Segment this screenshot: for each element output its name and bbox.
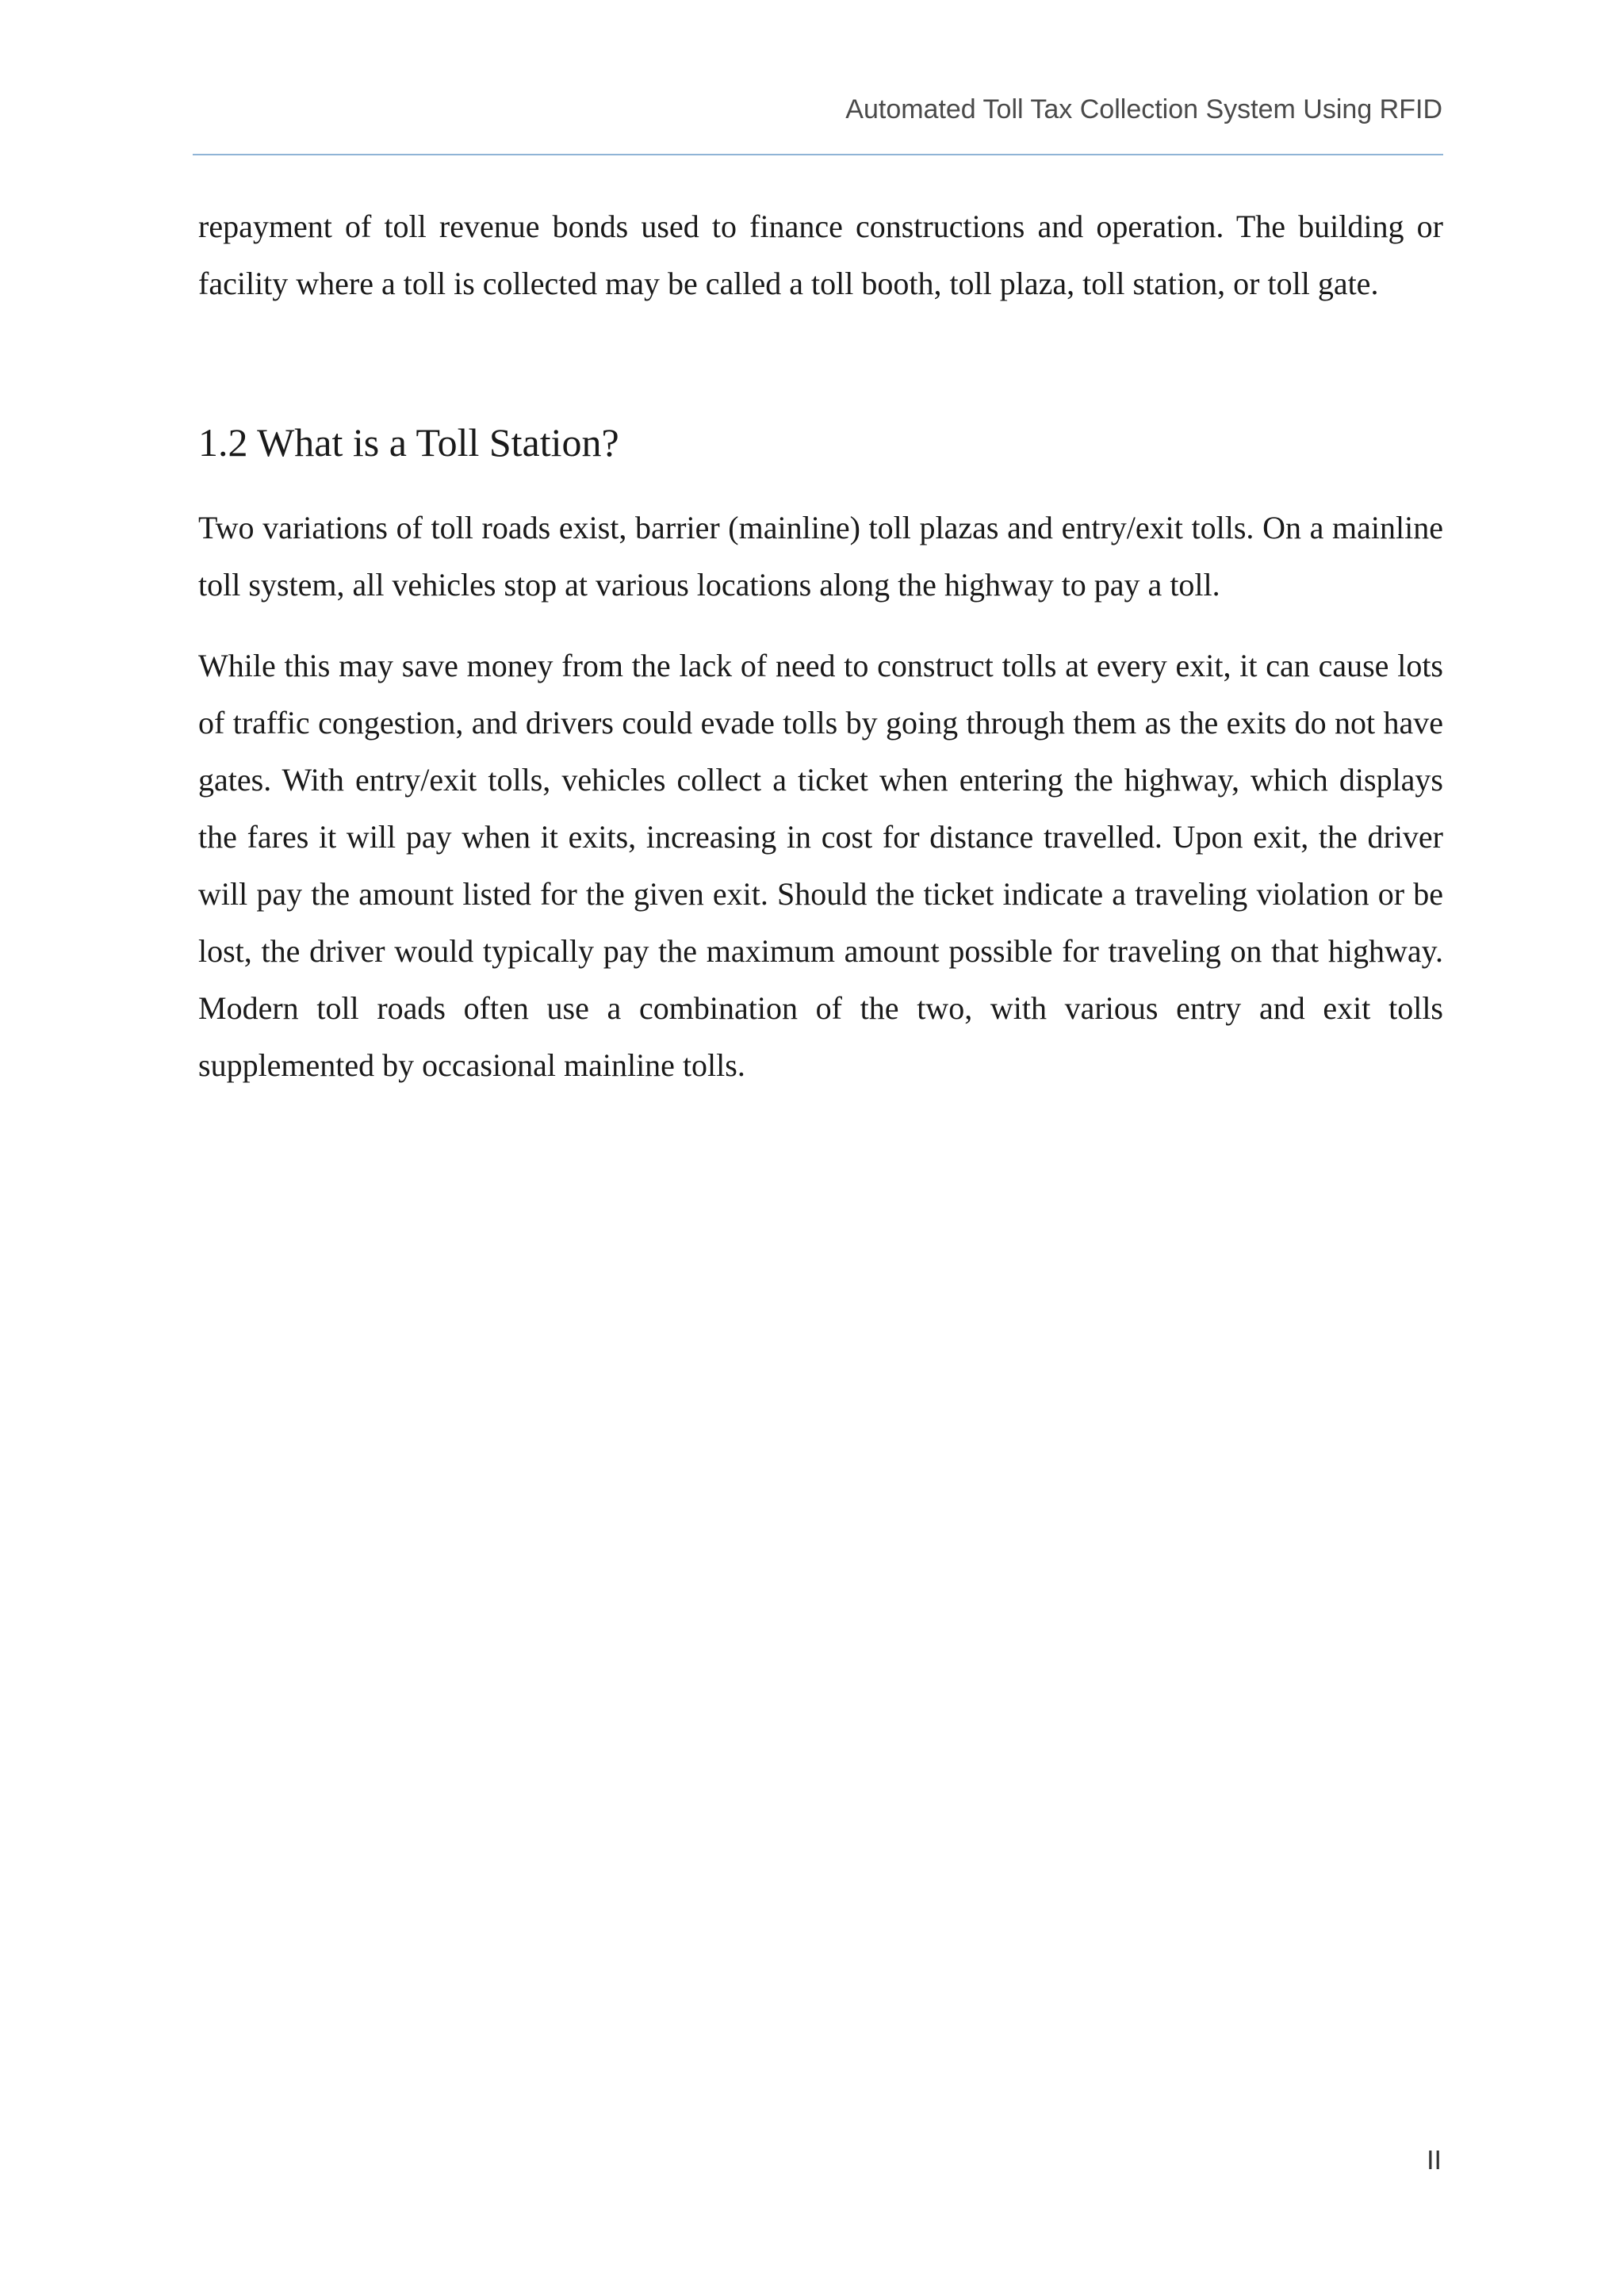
running-header-title: Automated Toll Tax Collection System Using RFID xyxy=(845,94,1442,124)
paragraph-toll-facility: repayment of toll revenue bonds used to finance constructions and operation. The building or facility where a toll is collected may be called a toll booth, toll plaza, toll station, or toll gate. xyxy=(198,209,1443,301)
header-divider xyxy=(193,154,1443,155)
page-number: II xyxy=(1427,2145,1442,2175)
paragraph-entry-exit-tolls: While this may save money from the lack of need to construct tolls at every exit, it can cause lots of traffic congestion, and drivers could evade tolls by going through them as the exits do not have gates. With entry/exit tolls, vehicles collect a ticket when entering the highway, which displays the fares it will pay when it exits, increasing in cost for distance travelled. Upon exit, the driver will pay the amount listed for the given exit. Should the ticket indicate a traveling violation or be lost, the driver would typically pay the maximum amount possible for traveling on that highway. Modern toll roads often use a combination of the two, with various entry and exit tolls supplemented by occasional mainline tolls. xyxy=(198,648,1443,1083)
section-heading: 1.2 What is a Toll Station? xyxy=(198,420,619,465)
paragraph-toll-variations: Two variations of toll roads exist, barrier (mainline) toll plazas and entry/exit tolls. On a mainline toll system, all vehicles stop at various locations along the highway to pay a toll. xyxy=(198,510,1443,603)
